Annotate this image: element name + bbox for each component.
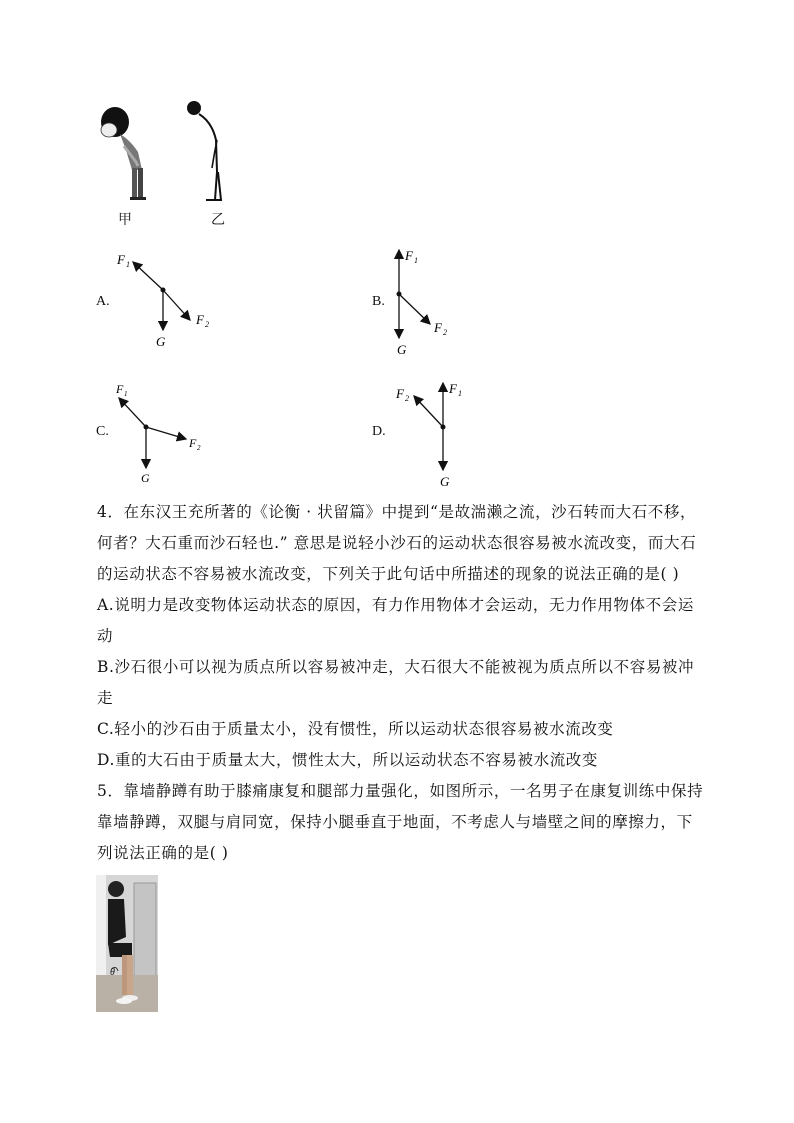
option-d [372,378,512,493]
q5-stem-line-2: 靠墙静蹲，双腿与肩同宽，保持小腿垂直于地面，不考虑人与墙壁之间的摩擦力，下 [97,813,693,831]
q4-option-a-line-1: A.说明力是改变物体运动状态的原因，有力作用物体才会运动，无力作用物体不会运 [97,596,694,614]
label-f2: F [434,320,442,335]
label-f1: F [405,248,413,263]
arrow-f1 [133,262,163,290]
label-f2-sub: 2 [405,394,409,403]
option-c-letter: C. [96,424,109,439]
option-d-letter: D. [372,424,386,439]
arrow-f2 [146,427,186,439]
label-f1: F [116,382,124,396]
q4-option-b-line-1: B.沙石很小可以视为质点所以容易被冲走，大石很大不能被视为质点所以不容易被冲 [97,658,695,676]
q4-option-d: D.重的大石由于质量太大，惯性太大，所以运动状态不容易被水流改变 [97,751,599,769]
label-f2-sub: 2 [443,328,447,337]
label-f2: F [196,312,204,327]
q5-stem-line-1: 5．靠墙静蹲有助于膝痛康复和腿部力量强化，如图所示，一名男子在康复训练中保持 [97,782,704,800]
arrow-f2 [163,290,190,320]
arrow-f2 [414,396,443,427]
arrow-f2 [399,294,430,324]
option-a-letter: A. [96,294,110,309]
label-f1-sub: 1 [126,260,130,269]
option-c-force-diagram [110,380,240,488]
wall-squat-illustration [96,875,158,1012]
label-f1: F [117,252,125,267]
option-d-force-diagram [386,378,516,490]
label-g: G [397,342,407,357]
figure-bowing [96,100,236,230]
label-f1-sub: 1 [414,256,418,265]
label-f1: F [449,381,457,396]
bowing-figures-drawing [96,100,236,210]
label-g: G [440,474,450,489]
option-b-letter: B. [372,294,385,309]
wall-squat-photo [96,875,158,1012]
q4-option-a-line-2: 动 [97,627,114,645]
q5-stem-line-3: 列说法正确的是( ) [97,844,229,862]
label-g: G [141,471,150,485]
q4-stem-line-3: 的运动状态不容易被水流改变，下列关于此句话中所描述的现象的说法正确的是( ) [97,565,680,583]
option-c [96,380,236,490]
label-f2: F [396,386,404,401]
label-g: G [156,334,166,349]
option-a [96,248,236,358]
q4-stem-line-1: 4．在东汉王充所著的《论衡 · 状留篇》中提到“是故湍濑之流，沙石转而大石不移， [97,503,697,521]
option-b-force-diagram [386,246,516,358]
option-a-force-diagram [110,248,240,353]
label-f2-sub: 2 [205,320,209,329]
question-5 [97,776,707,869]
question-4 [97,497,707,776]
q4-option-c: C.轻小的沙石由于质量太小，没有惯性，所以运动状态很容易被水流改变 [97,720,614,738]
angle-theta-label: θ [110,967,115,978]
option-b [372,246,512,361]
arrow-f1 [119,398,146,427]
label-f2-sub: 2 [197,444,201,452]
q4-stem-line-2: 何者？大石重而沙石轻也.” 意思是说轻小沙石的运动状态很容易被水流改变，而大石 [97,534,697,552]
label-f1-sub: 1 [458,389,462,398]
label-f2: F [189,436,197,450]
label-yi: 乙 [211,212,225,228]
label-jia: 甲 [118,212,132,228]
label-f1-sub: 1 [124,390,128,398]
person-jia [101,107,146,200]
q4-option-b-line-2: 走 [97,689,114,707]
stick-figure-yi [187,101,221,200]
